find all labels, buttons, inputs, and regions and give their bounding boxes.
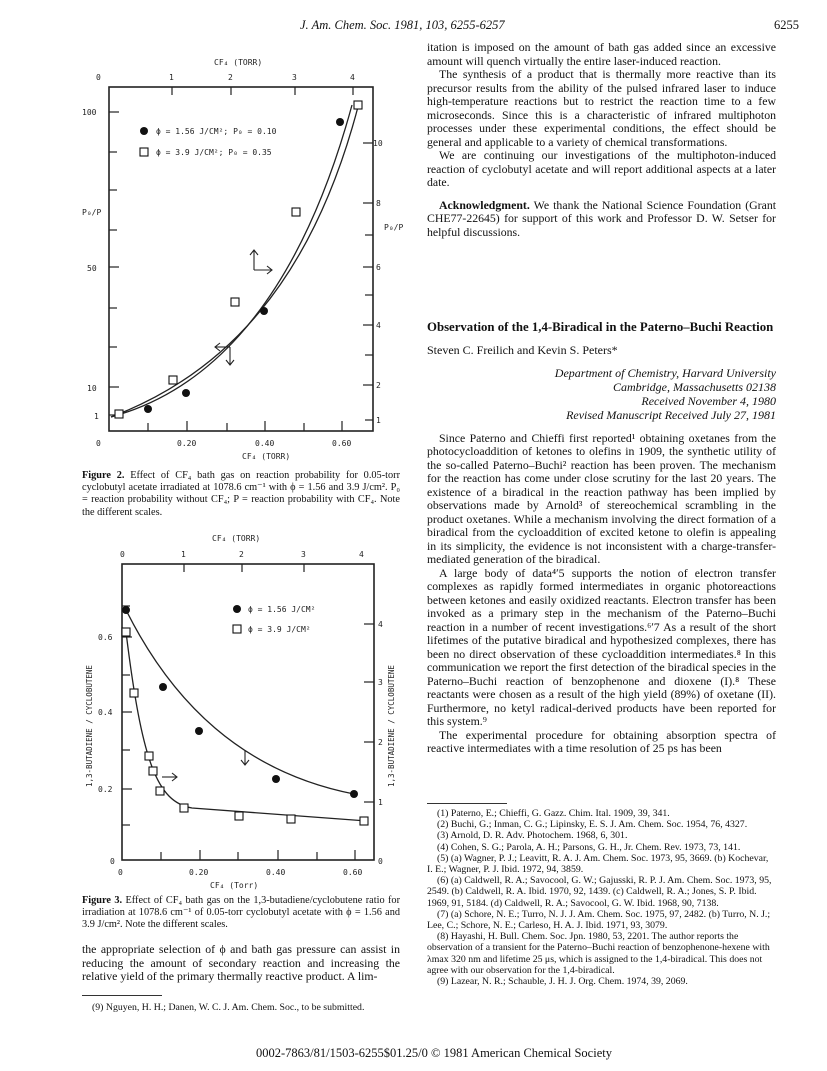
fig2-right-tick: 6 — [376, 263, 381, 272]
reference: (2) Buchi, G.; Inman, C. G.; Lipinsky, E. S. J. Am. Chem. Soc. 1954, 76, 4327. — [437, 819, 748, 831]
fig2-right-tick: 10 — [373, 139, 383, 148]
fig3-legend-square — [233, 625, 241, 633]
right-column-top — [427, 41, 776, 239]
fig2-point — [260, 307, 268, 315]
fig2-bottom-tick: 0.60 — [332, 439, 352, 448]
reference: (9) Lazear, N. R.; Schauble, J. H. J. Org. Chem. 1974, 39, 2069. — [437, 976, 688, 988]
figure-2-caption — [82, 470, 400, 519]
fig2-top-axis-title: CF₄ (TORR) — [214, 58, 263, 67]
paragraph: A large body of data⁴ʹ5 supports the notion of electron transfer complexes as rapidly formed intermediates in organic photoreactions between ketones and easily oxidized reactants. Electron transfer has been invoked as a primary step in the mechanism of the Paterno–Buchi reaction in a number of recent investigations.⁶ʹ7 As a result of the short lifetimes of the putative biradical and hypothesized complexes, there has been no direct observation of these cycloaddition intermediates.⁸ In this communication we report the first detection of the biradical species in the Paterno–Buchi reaction of benzophenone and dioxene (I).⁸ These reactants were chosen as a result of the high yield (89%) of oxetane (II). Furthermore, no ketyl radical-derived products have been reported for this system.⁹ — [427, 565, 776, 728]
fig2-bottom-tick: 0.20 — [177, 439, 197, 448]
fig3-point — [156, 787, 164, 795]
fig2-top-tick: 0 — [96, 73, 101, 82]
figure-3-caption-label: Figure 3. — [82, 895, 123, 906]
fig3-right-tick: 3 — [378, 678, 383, 687]
paragraph: itation is imposed on the amount of bath gas added since an excessive amount will quench virtually the entire laser-induced reaction. — [427, 40, 776, 68]
fig2-point — [115, 410, 123, 418]
fig3-top-axis-title: CF₄ (TORR) — [212, 534, 261, 543]
journal-header: J. Am. Chem. Soc. 1981, 103, 6255-6257 — [300, 18, 505, 32]
fig2-point — [231, 298, 239, 306]
fig2-point — [144, 405, 152, 413]
article-authors: Steven C. Freilich and Kevin S. Peters* — [427, 343, 618, 357]
fig2-right-ticks — [363, 143, 373, 420]
fig3-left-tick: 0 — [110, 857, 115, 866]
fig2-left-axis-label: P₀/P — [82, 208, 102, 217]
acknowledgment — [427, 199, 776, 240]
fig2-circle-points — [115, 118, 344, 418]
fig3-point — [272, 775, 280, 783]
fig2-bottom-tick: 0.40 — [255, 439, 275, 448]
fig3-bottom-tick: 0 — [118, 868, 123, 877]
figure-2 — [82, 55, 402, 465]
fig2-top-tick: 4 — [350, 73, 355, 82]
fig3-right-tick: 1 — [378, 798, 383, 807]
fig3-square-points — [122, 628, 368, 825]
fig3-point — [350, 790, 358, 798]
fig2-right-axis-label: P₀/P — [384, 223, 404, 232]
fig3-point — [122, 628, 130, 636]
fig3-right-tick: 4 — [378, 620, 383, 629]
fig3-top-tick: 0 — [120, 550, 125, 559]
fig2-left-tick: 50 — [87, 264, 97, 273]
reference: (4) Cohen, S. G.; Parola, A. H.; Parsons, G. H., Jr. Chem. Rev. 1973, 73, 141. — [437, 841, 741, 853]
figure-3-caption — [82, 895, 400, 932]
figure-2-caption-label: Figure 2. — [82, 470, 125, 481]
fig3-legend-2: ϕ = 3.9 J/CM² — [248, 625, 311, 634]
fig2-point — [169, 376, 177, 384]
reference: (5) (a) Wagner, P. J.; Leavitt, R. A. J. Am. Chem. Soc. 1973, 95, 3669. (b) Kochevar, I. E.; Wagner, P. J. Ibid. 1972, 94, 3859. — [427, 852, 769, 876]
fig2-point — [336, 118, 344, 126]
fig2-right-tick: 2 — [376, 381, 381, 390]
revised-date: Revised Manuscript Received July 27, 1981 — [566, 407, 776, 422]
reference: (7) (a) Schore, N. E.; Turro, N. J. J. Am. Chem. Soc. 1975, 97, 2482. (b) Turro, N. J.; Lee, C.; Schore, N. E.; Carleso, H. A. J. Ibid. 1971, 93, 3079. — [427, 908, 771, 932]
ack-text: We thank the National Science Foundation (Grant CHE77-22645) for support of this work and Professor D. W. Setser for helpful discussions. — [427, 197, 776, 239]
figure-3-caption-text: Effect of CF₄ bath gas on the 1,3-butadiene/cyclobutene ratio for irradiation at 1078.6 cm⁻¹ of 0.05-torr cyclobutyl acetate with ϕ = 1.56 and 3.9 J/cm². Note the different scales. — [82, 895, 400, 931]
fig3-bottom-axis-title: CF₄ (Torr) — [210, 881, 259, 890]
fig2-top-tick: 1 — [169, 73, 174, 82]
reference: (3) Arnold, D. R. Adv. Photochem. 1968, 6, 301. — [437, 830, 628, 842]
fig3-point — [287, 815, 295, 823]
affiliation-city: Cambridge, Massachusetts 02138 — [613, 379, 776, 394]
ack-label: Acknowledgment. — [439, 197, 530, 212]
reference: (8) Hayashi, H. Bull. Chem. Soc. Jpn. 1980, 53, 2201. The author reports the observation of a transient for the Paterno–Buchi reaction of benzophenone-hexene with λmax 320 nm and lifetime 25 μs, which is assigned to the 1,4-biradical. This does not agree with our observation for the 1,4-biradical. — [427, 931, 770, 976]
article — [427, 320, 776, 756]
figure-3 — [82, 532, 402, 892]
fig3-point — [122, 606, 130, 614]
fig3-point — [149, 767, 157, 775]
fig2-legend-square — [140, 148, 148, 156]
reference: (6) (a) Caldwell, R. A.; Savocool, G. W.; Gajusski, R. P. J. Am. Chem. Soc. 1973, 95, 2549. (b) Caldwell, R. A. Ibid. 1970, 92, 1439. (c) Caldwell, R. A.; Jones, S. P. Ibid. 1969, 91, 5184. (d) Caldwell, R. A.; Savocool, G. W. Ibid. 1968, 90, 7138. — [427, 875, 772, 909]
fig3-point — [145, 752, 153, 760]
fig2-legend-circle — [140, 127, 148, 135]
fig2-bottom-axis-title: CF₄ (TORR) — [242, 452, 291, 461]
fig2-top-tick: 2 — [228, 73, 233, 82]
fig3-left-tick: 0.2 — [98, 785, 113, 794]
fig3-point — [180, 804, 188, 812]
fig2-left-tick: 100 — [82, 108, 97, 117]
fig3-right-axis-label: 1,3-BUTADIENE / CYCLOBUTENE — [387, 665, 396, 787]
fig2-point — [354, 101, 362, 109]
page-number: 6255 — [774, 18, 799, 32]
figure-2-plot — [82, 55, 402, 465]
fig3-point — [360, 817, 368, 825]
fig3-curve-circles — [126, 610, 354, 794]
received-date: Received November 4, 1980 — [641, 393, 776, 408]
fig3-legend-1: ϕ = 1.56 J/CM² — [248, 605, 316, 614]
paragraph: We are continuing our investigations of the multiphoton-induced reaction of cyclobutyl acetate and will report additional aspects at a later date. — [427, 148, 776, 189]
fig2-top-ticks — [172, 87, 353, 95]
figure-2-caption-text: Effect of CF₄ bath gas on reaction probability for 0.05-torr cyclobutyl acetate irradiated at 1078.6 cm⁻¹ with ϕ = 1.56 and 3.9 J/cm². P₀ = reaction probability without CF₄; P = reaction probability with CF₄. Note the different scales. — [82, 470, 400, 518]
fig2-legend-1: ϕ = 1.56 J/CM²; P₀ = 0.10 — [156, 127, 277, 136]
fig2-top-tick: 3 — [292, 73, 297, 82]
fig3-point — [159, 683, 167, 691]
right-footnote-rule — [427, 803, 507, 804]
fig3-point — [195, 727, 203, 735]
figure-3-plot — [82, 532, 402, 892]
fig2-bottom-tick: 0 — [96, 439, 101, 448]
fig2-right-tick: 1 — [376, 416, 381, 425]
references — [427, 808, 776, 987]
fig3-right-tick: 0 — [378, 857, 383, 866]
fig3-bottom-tick: 0.60 — [343, 868, 363, 877]
fig3-left-tick: 0.4 — [98, 708, 113, 717]
fig3-left-tick: 0.6 — [98, 633, 113, 642]
article-body — [427, 432, 776, 756]
fig3-top-tick: 2 — [239, 550, 244, 559]
fig3-point — [130, 689, 138, 697]
fig3-bottom-tick: 0.40 — [266, 868, 286, 877]
page-footer: 0002-7863/81/1503-6255$01.25/0 © 1981 American Chemical Society — [256, 1046, 612, 1060]
fig3-top-tick: 1 — [181, 550, 186, 559]
fig2-bottom-ticks — [148, 421, 342, 431]
fig2-frame — [109, 87, 373, 431]
fig3-right-tick: 2 — [378, 738, 383, 747]
left-footnote-rule — [82, 995, 162, 996]
fig3-arrows — [162, 750, 249, 781]
fig3-left-axis-label: 1,3-BUTADIENE / CYCLOBUTENE — [85, 665, 94, 787]
fig2-right-tick: 4 — [376, 321, 381, 330]
reference: (1) Paterno, E.; Chieffi, G. Gazz. Chim. Ital. 1909, 39, 341. — [437, 808, 670, 819]
fig2-right-tick: 8 — [376, 199, 381, 208]
affiliation — [427, 366, 776, 422]
fig2-left-tick: 10 — [87, 384, 97, 393]
paragraph: The experimental procedure for obtaining absorption spectra of reactive intermediates with a time resolution of 25 ps has been — [427, 727, 776, 755]
paragraph: The synthesis of a product that is thermally more reactive than its precursor results from the ability of the pulsed infrared laser to induce high-temperature reactions but to restrict the reaction time to a few microseconds. Since this is a characteristic of infrared multiphoton processes under these experimental conditions, the effect should be general and applicable to a variety of chemical transformations. — [427, 67, 776, 149]
fig3-top-tick: 4 — [359, 550, 364, 559]
left-body-text: the appropriate selection of ϕ and bath gas pressure can assist in reducing the amount of secondary reaction and increasing the relative yield of the primary thermally reactive product. A lim- — [82, 942, 400, 983]
fig2-point — [292, 208, 300, 216]
fig2-point — [182, 389, 190, 397]
fig3-legend-circle — [233, 605, 241, 613]
fig3-point — [235, 812, 243, 820]
fig2-left-tick: 1 — [94, 412, 99, 421]
affiliation-dept: Department of Chemistry, Harvard University — [554, 365, 776, 380]
fig3-top-tick: 3 — [301, 550, 306, 559]
paragraph: Since Paterno and Chieffi first reported¹ obtaining oxetanes from the photocycloaddition of ketones to olefins in 1909, the synthetic utility of the so-called Paterno–Buchi² reaction has been proven. The mechanism for the reaction has come under close scrutiny for the last 20 years. The existence of a biradical in the reaction pathway has been implied by observations made by Arnold³ of stereochemical scrambling in the product oxetanes. While a mechanism involving the direct formation of a biradical from the cycloaddition of excited ketone to olefin is appealing in its simplicity, the evidence is not inconsistent with a charge-transfer-mediated generation of the biradical. — [427, 430, 776, 566]
fig2-left-ticks — [109, 112, 119, 415]
fig3-bottom-tick: 0.20 — [189, 868, 209, 877]
fig2-legend-2: ϕ = 3.9 J/CM²; P₀ = 0.35 — [156, 148, 272, 157]
left-footnote — [82, 1002, 400, 1013]
footnote-9: (9) Nguyen, H. H.; Danen, W. C. J. Am. Chem. Soc., to be submitted. — [92, 1002, 365, 1013]
article-title: Observation of the 1,4-Biradical in the Paterno–Buchi Reaction — [427, 320, 774, 334]
